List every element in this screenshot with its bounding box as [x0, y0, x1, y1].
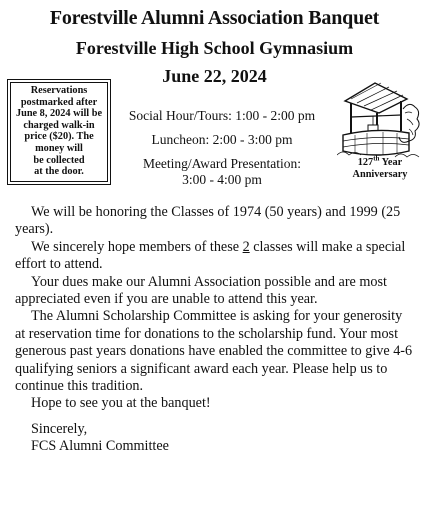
schedule-meeting-label: Meeting/Award Presentation: [142, 156, 302, 171]
p2-after: classes will make a special effort to attend. [15, 238, 406, 273]
signature: FCS Alumni Committee [31, 438, 169, 455]
reservation-line: Reservations [30, 85, 88, 96]
schedule-meeting-time: 3:00 - 4:00 pm [182, 172, 262, 187]
reservation-line: June 8, 2024 will be [15, 108, 103, 120]
reservation-line: postmarked after [20, 96, 98, 108]
anniversary-badge [340, 154, 420, 181]
reservation-line: at the door. [34, 166, 84, 178]
anniversary-label: Anniversary [352, 169, 408, 180]
reservation-line: price ($20). The [24, 131, 94, 143]
reservation-notice-text [9, 82, 109, 178]
paragraph-hope-to-see: Hope to see you at the banquet! [31, 395, 211, 412]
anniversary-word: Year [381, 157, 403, 168]
anniversary-number: 127 [357, 157, 374, 168]
schedule-luncheon: Luncheon: 2:00 - 3:00 pm [151, 132, 293, 147]
p2-number: 2 [242, 238, 250, 255]
wishing-well-icon [337, 79, 422, 159]
schedule-social-hour: Social Hour/Tours: 1:00 - 2:00 pm [128, 108, 316, 123]
reservation-line: money will [35, 142, 83, 154]
anniversary-suffix: th [373, 154, 380, 163]
paragraph-dues: Your dues make our Alumni Association possible and are most appreciated even if you are unable to attend this year. [15, 273, 387, 308]
paragraph-scholarship: The Alumni Scholarship Committee is asking for your generosity at reservation time for donations to the scholarship fund. Your most generous past years donations have enabled the committee to give 4-6 qualifying seniors a significant award each year. Please help us to continue this tradition. [15, 308, 413, 395]
p2-before: We sincerely hope members of these [31, 238, 243, 255]
anniversary-year-line [340, 154, 420, 169]
reservation-line: charged walk-in [23, 119, 95, 131]
paragraph-honoring-classes: We will be honoring the Classes of 1974 (50 years) and 1999 (25 years). [15, 204, 401, 238]
reservation-line: be collected [33, 154, 85, 166]
event-date: June 22, 2024 [162, 66, 267, 86]
sign-off: Sincerely, [31, 420, 88, 437]
venue-title: Forestville High School Gymnasium [75, 38, 354, 58]
event-schedule [122, 108, 322, 188]
paragraph-special-effort [15, 239, 415, 274]
banquet-title: Forestville Alumni Association Banquet [49, 7, 380, 29]
letter-body [15, 204, 415, 456]
reservation-notice-box [7, 79, 111, 185]
